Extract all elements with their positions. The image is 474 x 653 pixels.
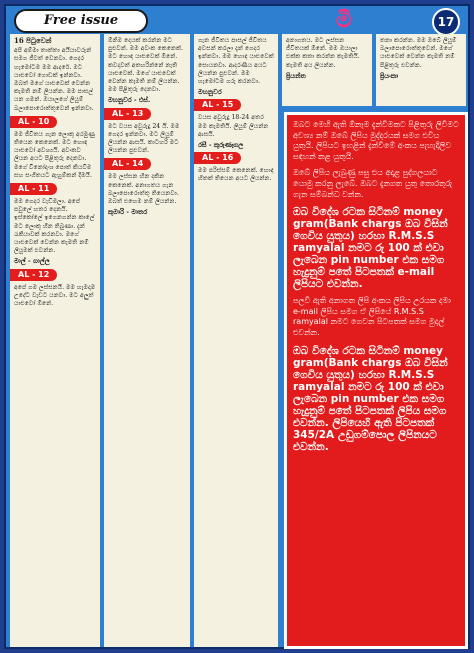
ad-text: අනාගතය. මට ලස්සන ජීවිතයක් ඕනේ. මම ඔයාලා එක්ක කතා කරන්න කැමතියි. කැමති අය ලියන්න. [286,37,360,69]
ad-number-tag: AL - 14 [104,158,151,170]
free-issue-badge: Free issue [14,9,148,33]
column-1 [10,34,100,647]
ad-number-tag: AL - 13 [104,108,151,120]
notice-paragraph: පලවී ඇති අනාගත ලිපි අංකය ලිපිය උරයක දමා e-mail ලිපිය සමග ඒ ලිපියේ R.M.S.S ramyalal නමට ගෙවන පිටපතක් සමග මුදල් එවන්න. [293,296,451,337]
magazine-logo: මී [336,7,352,33]
ad-text: මම ලස්සන හීන දකින කෙනෙක්. අනාගතය ගැන බලාපොරොත්තු තියෙනවා. ඔබත් එහෙම නම් ලියන්න. [108,173,179,206]
ad-signature: කුමාරි - මාතර [108,208,148,217]
column-4 [282,34,372,106]
ad-text: මට වයස අවුරුදු 24 යි. මම ගෙදර ඉන්නවා. මට ලියුම් ලියන්න ආසයි. කාටහරි මට ලියන්න පුළුවන්. [108,122,180,155]
continued-note: 16 පිටුවෙන් [14,36,52,45]
ad-text: මම පරිස්සම් කෙනෙක්. හොඳ හිතක් තියෙන අයට ලියන්න. [198,167,274,183]
ad-number-tag: AL - 10 [10,116,57,128]
ad-signature: මාල් - ගාල්ල [14,257,50,266]
ad-text: ගැන ජීවිතය පාසල් ජීවිතය අවසන් කරලා දැන් ගෙදර ඉන්නවා. මම හොඳ යාළුවෙක් සොයනවා. ආදරණීය අයට ලියන්න පුළුවන්. මම හැමෝටම ගරු කරනවා. [198,37,274,86]
ad-signature: ප්‍රියංකා [380,71,399,80]
ad-signature: රසී - කුරුණෑගල [198,141,244,150]
ad-text: මම ගෙදර වැඩිමලා. අපේ පවුලේ හතර දෙනයි. ඉස්කෝලේ ඉගෙනගන්න කාලේ මට ලොකු හීන තිබුණා. දැන් රැකියාවක් කරනවා. මගේ යාළුවෙක් වෙන්න කැමති නම් ලියුමක් එවන්න. [14,198,95,255]
instructions-notice-box [284,112,468,649]
ad-text: ඕනිම දෙයක් කරන්න මට පුළුවන්. මම අවංක කෙනෙක්. මට හොඳ යාළුවෙක් ඕනේ. කවදාවත් අතහරින්නේ නැති යාළුවෙක්. මගේ යාළුවෙක් වෙන්න කැමති නම් ලියන්න. මම පිළිතුරු දෙනවා. [108,37,183,94]
ad-text: තනා කරන්න. මම ඔබේ ලියුම් බලාපොරොත්තුවෙන්. මගේ යාළුවෙක් වෙන්න කැමති නම් පිළිතුරු එවන්න. [380,37,457,69]
ad-signature: ප්‍රියන්ත [286,71,306,80]
ad-text: අපේ ගම ලස්සනයි. මම හැමදාම උදේට වැඩට යනවා. මට අලුත් යාළුවෝ ඕනේ. [14,283,96,308]
column-3 [194,34,278,647]
ad-number-tag: AL - 16 [194,152,241,164]
notice-paragraph: ඔබේ ලිපිය ලැබුණු පසු එය අදාළ පුද්ගලයාට යොමු කරනු ලැබේ. ඔබට දැනගත යුතු තොරතුරු ගැන සම්බන්ධ වන්න. [293,168,453,199]
column-2 [104,34,190,647]
notice-paragraph: ඔබ විදේශ රටක සිටිනම් money gram(Bank chargs ඔබ විසින් ගෙවිය යුතුය) හරහා R.M.S.S ramyalal නමට රු 100 ක් එවා ලැබෙන pin number එක සමග හැදුනුම් පතේ පිටපතක් e-mail ලිපියට එවන්න. [293,206,448,291]
column-5 [376,34,466,106]
magazine-page [4,4,470,649]
ad-text: අපි අම්මා තාත්තා අයියාවරුන් සමග ජීවත් වෙනවා. ගෙදර හැමෝටම මම ආදරේ. මට යාළුවෝ ගොඩක් ඉන්නවා. ඔබත් මගේ යාළුවෙක් වෙන්න කැමති නම් ලියන්න. මම පාසල් යන ගමන්. ඔයාලගේ ලියුම් බලාපොරොත්තුවෙන් ඉන්නවා. [14,47,94,112]
ad-number-tag: AL - 11 [10,183,57,195]
ad-number-tag: AL - 12 [10,269,57,281]
notice-paragraph: ඔබට මෙහි ඇති ඕනෑම දැන්වීමකට පිළිතුරු ලිවීමට අවශ්‍ය නම් ඔබේ ලිපිය මුද්දරයක් සමග එවිය යුතුයි. ලිපියට ඉහළින් දැන්වීමේ අංකය පැහැදිලිව සඳහන් කළ යුතුයි. [293,120,459,161]
ad-signature: මහනුවර [198,88,222,97]
notice-paragraph: ඔබ විදේශ රටක සිටිනම් money gram(Bank chargs ඔබ විසින් ගෙවිය යුතුය) හරහා R.M.S.S ramyalal නමට රු 100 ක් එවා ලැබෙන pin number එක සමග හැදුනුම් පතේ පිටපතක් ලිපිය සමග එවන්න. ලිපියෙහි ඇති පිටපතක් 345/2A උඩුගම්පොල ලිපිනයට එවන්න. [293,344,448,453]
ad-text: වයස අවුරුදු 18-24 අතර මම කැමතියි. ලියුම් ලියන්න ආසයි. [198,114,269,138]
ad-signature: මහනුවර - එස්. [108,96,151,105]
page-header [6,6,468,36]
ad-text: මම ජීවිතය ගැන ලොකු අරමුණු තියෙන කෙනෙක්. මට හොඳ යාළුවෝ අවශ්‍යයි. අවංකව ලියන අයට පිළිතුරු දෙනවා. මගේ විනෝදාංශ පොත් කියවීම සහ සංගීතයට ඇහුම්කන් දීමයි. [14,130,95,179]
page-number: 17 [432,8,460,36]
ad-number-tag: AL - 15 [194,99,241,111]
